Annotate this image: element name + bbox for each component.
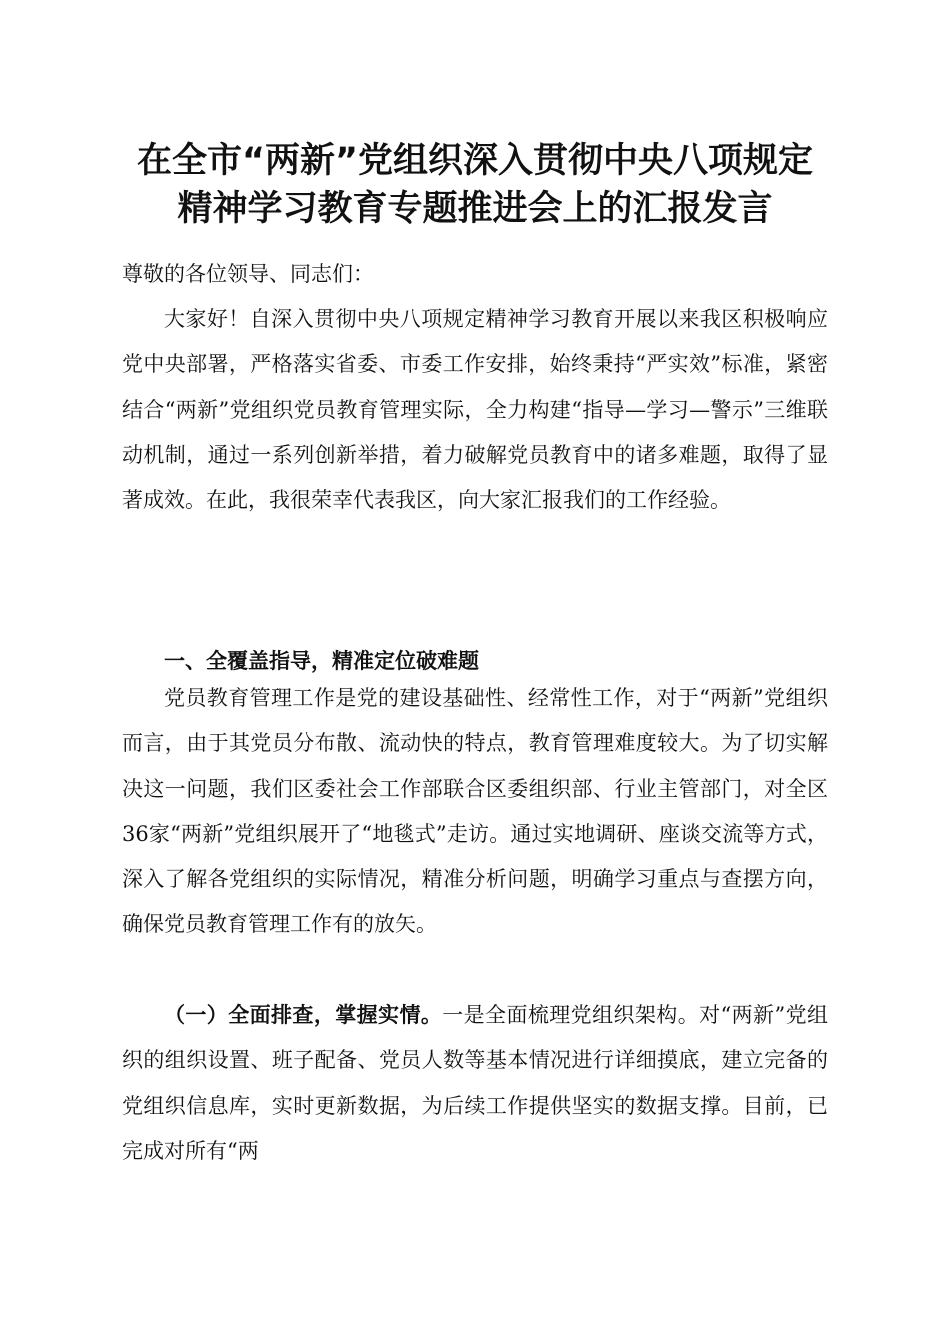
paragraph-intro: 大家好！自深入贯彻中央八项规定精神学习教育开展以来我区积极响应党中央部署，严格落实省委、市委工作安排，始终秉持“严实效”标准，紧密结合“两新”党组织党员教育管理实际，全力构建“指导—学习—警示”三维联动机制，通过一系列创新举措，着力破解党员教育中的诸多难题，取得了显著成效。在此，我很荣幸代表我区，向大家汇报我们的工作经验。 <box>122 307 828 513</box>
document-title-line-2: 精神学习教育专题推进会上的汇报发言 <box>177 189 773 229</box>
document-title-line-1: 在全市“两新”党组织深入贯彻中央八项规定 <box>136 141 813 181</box>
paragraph-section-1: 党员教育管理工作是党的建设基础性、经常性工作，对于“两新”党组织而言，由于其党员分布散、流动快的特点，教育管理难度较大。为了切实解决这一问题，我们区委社会工作部联合区委组织部、行业主管部门，对全区36家“两新”党组织展开了“地毯式”走访。通过实地调研、座谈交流等方式，深入了解各党组织的实际情况，精准分析问题，明确学习重点与查摆方向，确保党员教育管理工作有的放矢。 <box>122 686 828 937</box>
subsection-lead: （一）全面排查，掌握实情。 <box>164 1003 443 1027</box>
salutation: 尊敬的各位领导、同志们： <box>122 262 374 286</box>
subsection-body: 一是全面梳理党组织架构。对“两新”党组织的组织设置、班子配备、党员人数等基本情况进行详细摸底，建立完备的党组织信息库，实时更新数据，为后续工作提供坚实的数据支撑。目前，已完成对所有“两 <box>122 1003 828 1163</box>
paragraph-subsection-1 <box>122 993 828 1174</box>
section-heading-1: 一、全覆盖指导，精准定位破难题 <box>164 649 479 673</box>
